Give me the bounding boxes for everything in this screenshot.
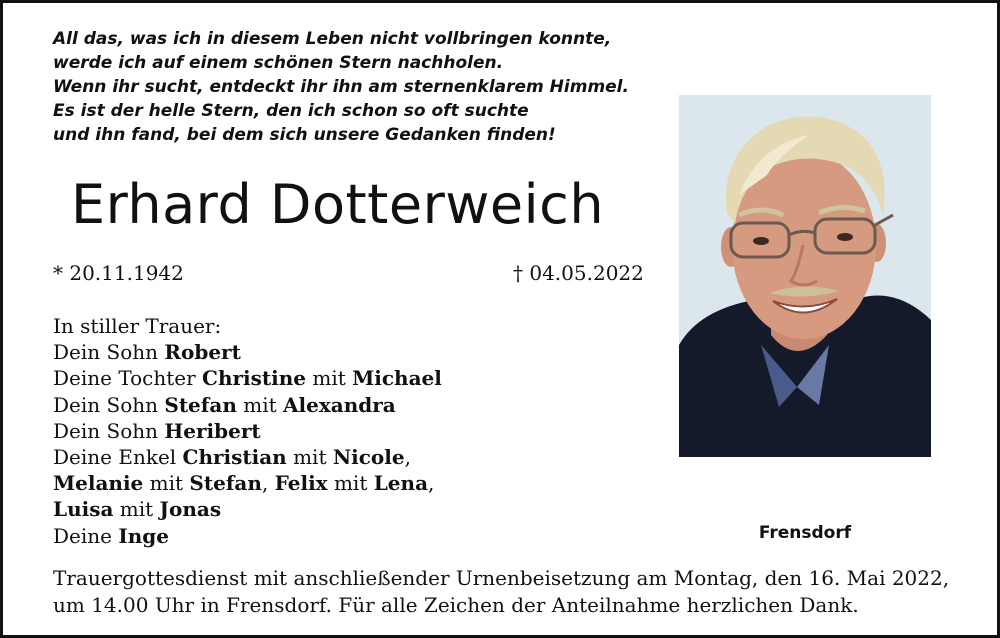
mourner-relation: Deine Enkel: [53, 445, 183, 470]
mourner-line: [53, 523, 613, 549]
mourner-name: Nicole: [332, 445, 405, 470]
mourner-name: Stefan: [189, 471, 262, 496]
poem-line: Wenn ihr sucht, entdeckt ihr ihn am sternenklarem Himmel.: [53, 77, 629, 97]
portrait-photo: [679, 95, 931, 457]
mourner-name: Inge: [118, 523, 169, 548]
mourner-line: [53, 470, 613, 496]
poem: [53, 27, 653, 147]
portrait-illustration: [679, 95, 931, 457]
mourner-relation: mit: [236, 392, 284, 417]
mourners-intro: In stiller Trauer:: [53, 314, 222, 338]
mourner-relation: mit: [143, 471, 190, 496]
mourner-relation: mit: [113, 497, 160, 522]
mourner-line: [53, 392, 613, 418]
place-name: Frensdorf: [758, 523, 852, 543]
mourner-relation: Dein Sohn: [53, 418, 165, 443]
mourner-relation: mit: [327, 471, 374, 496]
mourners-list: [53, 313, 613, 549]
service-notice: [53, 565, 953, 619]
birth-date: * 20.11.1942: [53, 261, 184, 285]
mourner-relation: ,: [261, 471, 275, 496]
mourner-name: Jonas: [159, 497, 222, 522]
mourner-name: Melanie: [53, 471, 144, 496]
mourner-name: Robert: [164, 340, 241, 365]
mourner-relation: Dein Sohn: [53, 392, 165, 417]
mourner-relation: Deine Tochter: [53, 366, 203, 391]
left-eye: [753, 237, 769, 245]
mourner-name: Heribert: [164, 418, 261, 443]
mourner-name: Felix: [274, 471, 328, 496]
mourner-line: [53, 365, 613, 391]
mourner-name: Christine: [202, 366, 307, 391]
mourner-relation: ,: [404, 445, 411, 470]
mourner-name: Lena: [373, 471, 429, 496]
mourner-relation: mit: [286, 445, 333, 470]
poem-line: All das, was ich in diesem Leben nicht vollbringen konnte,: [53, 29, 612, 49]
mourner-relation: Dein Sohn: [53, 340, 165, 365]
mourner-relation: ,: [428, 471, 435, 496]
mourner-line: [53, 418, 613, 444]
mourner-name: Stefan: [164, 392, 237, 417]
mourner-relation: Deine: [53, 523, 119, 548]
mourner-line: [53, 444, 613, 470]
service-line: Trauergottesdienst mit anschließender Urnenbeisetzung am Montag, den 16. Mai 2022,: [53, 566, 950, 590]
mourner-line: [53, 339, 613, 365]
death-date: † 04.05.2022: [513, 261, 644, 285]
mourner-line: [53, 496, 613, 522]
poem-line: werde ich auf einem schönen Stern nachholen.: [53, 53, 504, 73]
poem-line: und ihn fand, bei dem sich unsere Gedanken finden!: [53, 125, 556, 145]
mourner-name: Christian: [182, 445, 287, 470]
mourner-name: Alexandra: [283, 392, 396, 417]
service-line: um 14.00 Uhr in Frensdorf. Für alle Zeichen der Anteilnahme herzlichen Dank.: [53, 593, 859, 617]
mourner-name: Michael: [352, 366, 442, 391]
mourner-relation: mit: [306, 366, 353, 391]
right-eye: [837, 233, 853, 241]
deceased-name: Erhard Dotterweich: [71, 173, 605, 236]
mourner-lines: [53, 339, 613, 549]
mourner-name: Luisa: [53, 497, 114, 522]
poem-line: Es ist der helle Stern, den ich schon so oft suchte: [53, 101, 529, 121]
